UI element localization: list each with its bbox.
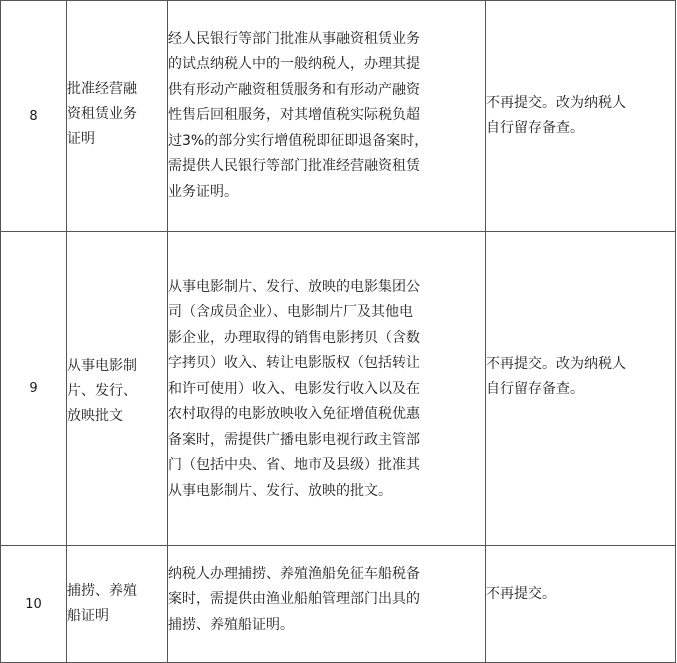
change-cell	[486, 546, 676, 663]
change-text: 不再提交。改为纳税人 自行留存备查。	[486, 355, 626, 397]
row-number-text: 10	[25, 596, 42, 612]
description-cell	[168, 232, 486, 546]
description-text: 经人民银行等部门批准从事融资租赁业务 的试点纳税人中的一般纳税人，办理其提 供有形动产融资租赁服务和有形动产融资 性售后回租服务，对其增值税实际税负超 过3%的部分实行增值税即征即退备案时， 需提供人民银行等部门批准经营融资租赁 业务证明。	[168, 30, 429, 200]
row-number-text: 8	[29, 108, 38, 124]
certificate-name-cell	[67, 232, 168, 546]
description-text: 纳税人办理捕捞、养殖渔船免征车船税备 案时，需提供由渔业船舶管理部门出具的 捕捞、养殖船证明。	[168, 565, 420, 633]
description-cell	[168, 546, 486, 663]
change-text: 不再提交。改为纳税人 自行留存备查。	[486, 95, 626, 136]
row-number	[1, 1, 67, 232]
certificate-name: 捕捞、养殖 船证明	[67, 583, 137, 624]
table-row	[1, 232, 676, 546]
table-row	[1, 546, 676, 663]
description-cell	[168, 1, 486, 232]
row-number-text: 9	[29, 381, 38, 396]
change-text: 不再提交。	[486, 585, 556, 602]
row-number	[1, 546, 67, 663]
certificate-name-cell	[67, 1, 168, 232]
change-cell	[486, 232, 676, 546]
change-cell	[486, 1, 676, 232]
description-text: 从事电影制片、发行、放映的电影集团公 司（含成员企业）、电影制片厂及其他电 影企业，办理取得的销售电影拷贝（含数 字拷贝）收入、转让电影版权（包括转让 和许可使用）收入、电影发行收入以及在 农村取得的电影放映收入免征增值税优惠 备案时，需提供广播电影电视行政主管部 门（包括中央、省、地市及县级）批准其 从事电影制片、发行、放映的批文。	[168, 278, 420, 499]
table-row	[1, 1, 676, 232]
certificate-name: 批准经营融 资租赁业务 证明	[67, 80, 137, 147]
certificate-name: 从事电影制 片、发行、 放映批文	[67, 358, 137, 424]
row-number	[1, 232, 67, 546]
certificate-name-cell	[67, 546, 168, 663]
